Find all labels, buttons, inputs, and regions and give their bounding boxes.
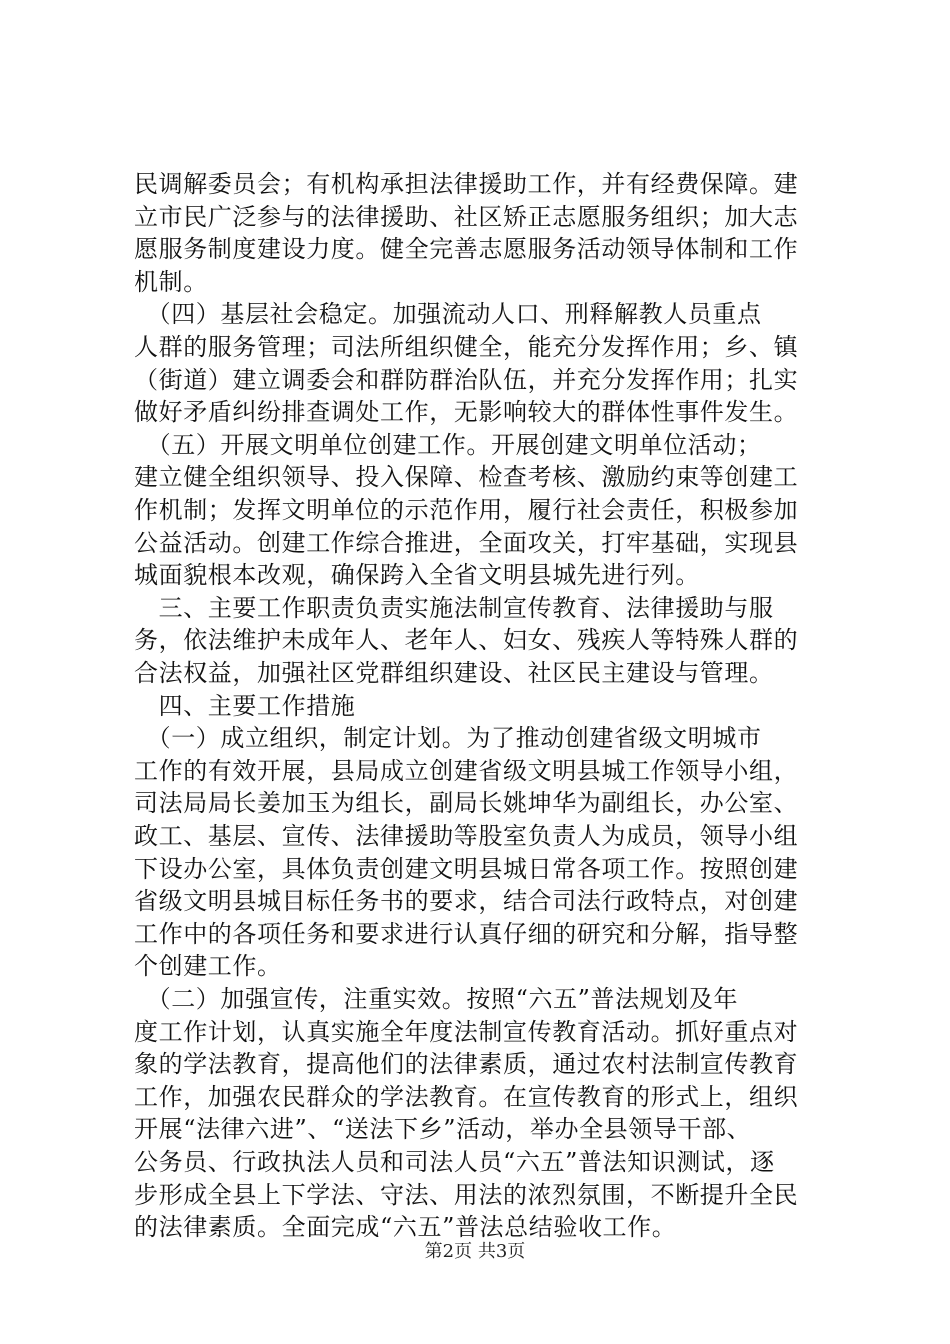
text-line: 三、主要工作职责负责实施法制宣传教育、法律援助与服 — [134, 594, 774, 622]
text-line: 工作，加强农民群众的学法教育。在宣传教育的形式上，组织 — [134, 1083, 799, 1111]
text-line: （四）基层社会稳定。加强流动人口、刑释解教人员重点 — [134, 300, 762, 328]
text-line: 省级文明县城目标任务书的要求，结合司法行政特点，对创建 — [134, 887, 799, 915]
text-line: （二）加强宣传，注重实效。按照“六五”普法规划及年 — [134, 985, 739, 1013]
text-line: 政工、基层、宣传、法律援助等股室负责人为成员，领导小组 — [134, 822, 799, 850]
text-line: 工作中的各项任务和要求进行认真仔细的研究和分解，指导整 — [134, 920, 799, 948]
text-line: 立市民广泛参与的法律援助、社区矫正志愿服务组织；加大志 — [134, 203, 799, 231]
text-line: 四、主要工作措施 — [134, 692, 356, 720]
text-line: 愿服务制度建设力度。健全完善志愿服务活动领导体制和工作 — [134, 235, 799, 263]
text-line: 合法权益，加强社区党群组织建设、社区民主建设与管理。 — [134, 659, 774, 687]
text-line: （五）开展文明单位创建工作。开展创建文明单位活动； — [134, 431, 762, 459]
text-line: 象的学法教育，提高他们的法律素质，通过农村法制宣传教育 — [134, 1050, 799, 1078]
page-footer: 第2页 共3页 — [424, 1241, 526, 1262]
text-line: 步形成全县上下学法、守法、用法的浓烈氛围，不断提升全民 — [134, 1181, 799, 1209]
text-line: 公益活动。创建工作综合推进，全面攻关，打牢基础，实现县 — [134, 529, 799, 557]
text-line: 的法律素质。全面完成“六五”普法总结验收工作。 — [134, 1213, 677, 1241]
text-line: 机制。 — [134, 268, 208, 296]
text-line: 建立健全组织领导、投入保障、检查考核、激励约束等创建工 — [134, 463, 799, 491]
text-line: 民调解委员会；有机构承担法律援助工作，并有经费保障。建 — [134, 170, 799, 198]
text-line: （街道）建立调委会和群防群治队伍，并充分发挥作用；扎实 — [134, 366, 799, 394]
text-line: 公务员、行政执法人员和司法人员“六五”普法知识测试，逐 — [134, 1148, 775, 1176]
text-line: 务，依法维护未成年人、老年人、妇女、残疾人等特殊人群的 — [134, 626, 799, 654]
text-line: 下设办公室，具体负责创建文明县城日常各项工作。按照创建 — [134, 855, 799, 883]
text-line: 作机制；发挥文明单位的示范作用，履行社会责任，积极参加 — [134, 496, 799, 524]
text-line: （一）成立组织，制定计划。为了推动创建省级文明城市 — [134, 724, 762, 752]
text-line: 人群的服务管理；司法所组织健全，能充分发挥作用；乡、镇 — [134, 333, 799, 361]
text-line: 城面貌根本改观，确保跨入全省文明县城先进行列。 — [134, 561, 700, 589]
text-line: 开展“法律六进”、“送法下乡”活动，举办全县领导干部、 — [134, 1115, 752, 1143]
text-line: 工作的有效开展，县局成立创建省级文明县城工作领导小组， — [134, 757, 799, 785]
text-line: 度工作计划，认真实施全年度法制宣传教育活动。抓好重点对 — [134, 1018, 799, 1046]
text-line: 个创建工作。 — [134, 952, 282, 980]
text-line: 做好矛盾纠纷排查调处工作，无影响较大的群体性事件发生。 — [134, 398, 799, 426]
text-line: 司法局局长姜加玉为组长，副局长姚坤华为副组长，办公室、 — [134, 789, 799, 817]
